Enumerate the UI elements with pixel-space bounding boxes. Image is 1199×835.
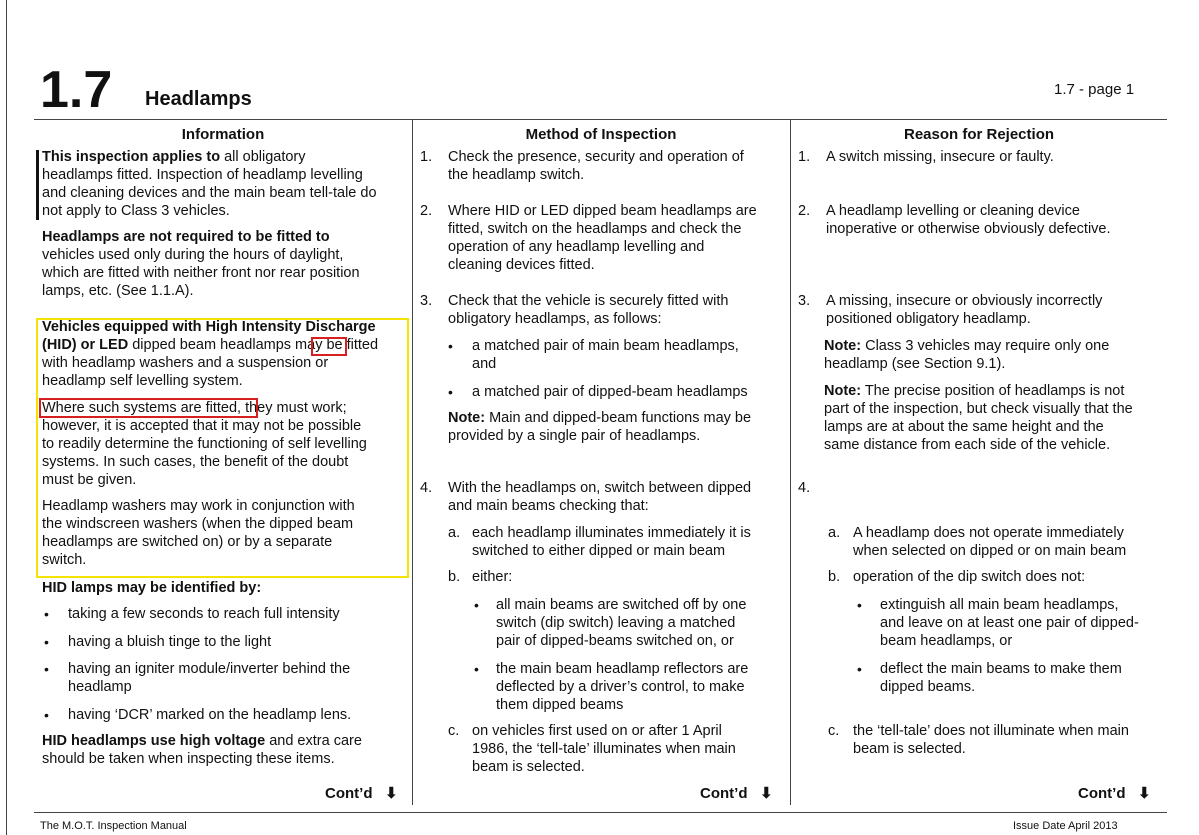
reason-note-2-line-1: Note: The precise position of headlamps is not	[824, 383, 1125, 399]
bullet-icon: •	[44, 634, 49, 650]
method-3-bullet-1-line-2: and	[472, 356, 497, 372]
reason-3-line-1: A missing, insecure or obviously incorrectly	[826, 293, 1103, 309]
arrow-down-icon: ⬇	[385, 785, 398, 802]
method-1-line-2: the headlamp switch.	[448, 167, 585, 183]
red-highlight-may	[311, 337, 347, 356]
method-number-1: 1.	[420, 149, 433, 165]
arrow-down-icon: ⬇	[760, 785, 773, 802]
header-divider	[34, 119, 1167, 120]
info-paragraph-4-line-2: however, it is accepted that it may not be possible	[42, 418, 362, 434]
reason-note-1-line-1: Note: Class 3 vehicles may require only one	[824, 338, 1110, 354]
info-paragraph-5-line-2: the windscreen washers (when the dipped beam	[42, 516, 354, 532]
method-2-line-1: Where HID or LED dipped beam headlamps are	[448, 203, 757, 219]
info-paragraph-7-line-1: HID headlamps use high voltage and extra care	[42, 733, 362, 749]
info-paragraph-7-line-2: should be taken when inspecting these items.	[42, 751, 335, 767]
method-note-line-1: Note: Main and dipped-beam functions may be	[448, 410, 752, 426]
info-paragraph-5-line-4: switch.	[42, 552, 87, 568]
footer-issue-date: Issue Date April 2013	[1013, 820, 1118, 832]
reason-number-1: 1.	[798, 149, 811, 165]
method-4-line-2: and main beams checking that:	[448, 498, 649, 514]
contd-reason: Cont’d ⬇	[1078, 785, 1151, 802]
reason-1: A switch missing, insecure or faulty.	[826, 149, 1054, 165]
method-4b-bullet-2-line-3: them dipped beams	[496, 697, 624, 713]
method-4a-line-2: switched to either dipped or main beam	[472, 543, 726, 559]
info-paragraph-2-heading: Headlamps are not required to be fitted to	[42, 229, 330, 245]
method-number-3: 3.	[420, 293, 433, 309]
footer-manual-title: The M.O.T. Inspection Manual	[40, 820, 187, 832]
info-paragraph-4-line-4: systems. In such cases, the benefit of the doubt	[42, 454, 349, 470]
method-4c-label: c.	[448, 723, 460, 739]
reason-number-3: 3.	[798, 293, 811, 309]
reason-note-2-line-2: part of the inspection, but check visually that the	[824, 401, 1133, 417]
bullet-icon: •	[448, 384, 453, 400]
bullet-icon: •	[44, 661, 49, 677]
bullet-icon: •	[474, 661, 479, 677]
method-1-line-1: Check the presence, security and operation of	[448, 149, 744, 165]
info-paragraph-4-line-1: Where such systems are fitted, they must work;	[42, 400, 347, 416]
change-bar	[36, 150, 39, 220]
method-3-line-2: obligatory headlamps, as follows:	[448, 311, 662, 327]
arrow-down-icon: ⬇	[1138, 785, 1151, 802]
method-4b-bullet-2-line-2: deflected by a driver’s control, to make	[496, 679, 745, 695]
method-3-line-1: Check that the vehicle is securely fitted with	[448, 293, 729, 309]
column-header-reason: Reason for Rejection	[903, 126, 1055, 143]
reason-4a-line-2: when selected on dipped or on main beam	[853, 543, 1127, 559]
reason-4b-bullet-2-line-2: dipped beams.	[880, 679, 976, 695]
info-bullet-3-line-2: headlamp	[68, 679, 132, 695]
reason-2-line-1: A headlamp levelling or cleaning device	[826, 203, 1080, 219]
footer-divider	[34, 812, 1167, 813]
column-divider-1	[412, 119, 413, 805]
method-4b-label: b.	[448, 569, 461, 585]
info-bullet-3-line-1: having an igniter module/inverter behind the	[68, 661, 351, 677]
bullet-icon: •	[474, 597, 479, 613]
column-header-information: Information	[181, 126, 265, 143]
info-bullet-2: having a bluish tinge to the light	[68, 634, 272, 650]
info-bullet-1: taking a few seconds to reach full intensity	[68, 606, 340, 622]
column-divider-2	[790, 119, 791, 805]
reason-4b-bullet-1-line-1: extinguish all main beam headlamps,	[880, 597, 1119, 613]
contd-method: Cont’d ⬇	[700, 785, 773, 802]
reason-4b-bullet-1-line-3: beam headlamps, or	[880, 633, 1013, 649]
info-paragraph-4-line-5: must be given.	[42, 472, 137, 488]
method-4c-line-3: beam is selected.	[472, 759, 585, 775]
reason-note-1-line-2: headlamp (see Section 9.1).	[824, 356, 1006, 372]
method-4b-bullet-1-line-1: all main beams are switched off by one	[496, 597, 747, 613]
method-2-line-3: operation of any headlamp levelling and	[448, 239, 705, 255]
method-4c-line-2: 1986, the ‘tell-tale’ illuminates when main	[472, 741, 736, 757]
section-number: 1.7	[40, 61, 113, 119]
reason-2-line-2: inoperative or otherwise obviously defective.	[826, 221, 1111, 237]
method-3-bullet-2: a matched pair of dipped-beam headlamps	[472, 384, 748, 400]
reason-4b-bullet-1-line-2: and leave on at least one pair of dipped-	[880, 615, 1139, 631]
info-paragraph-3-line-3: with headlamp washers and a suspension or	[42, 355, 329, 371]
reason-4b-line: operation of the dip switch does not:	[853, 569, 1086, 585]
reason-4c-line-2: beam is selected.	[853, 741, 966, 757]
info-paragraph-5-line-3: headlamps are switched on) or by a separate	[42, 534, 333, 550]
bullet-icon: •	[857, 661, 862, 677]
reason-4a-label: a.	[828, 525, 841, 541]
method-number-4: 4.	[420, 480, 433, 496]
page-label: 1.7 - page 1	[1054, 81, 1135, 98]
info-bullet-4: having ‘DCR’ marked on the headlamp lens.	[68, 707, 352, 723]
method-2-line-2: fitted, switch on the headlamps and check the	[448, 221, 742, 237]
page-left-border	[6, 0, 7, 835]
info-paragraph-2-line-2: vehicles used only during the hours of daylight,	[42, 247, 344, 263]
info-paragraph-4-line-3: to readily determine the functioning of self levelling	[42, 436, 367, 452]
method-4b-line: either:	[472, 569, 513, 585]
info-paragraph-5-line-1: Headlamp washers may work in conjunction with	[42, 498, 355, 514]
bullet-icon: •	[448, 338, 453, 354]
reason-4b-bullet-2-line-1: deflect the main beams to make them	[880, 661, 1122, 677]
bullet-icon: •	[44, 707, 49, 723]
method-note-line-2: provided by a single pair of headlamps.	[448, 428, 701, 444]
info-paragraph-1-line-2: headlamps fitted. Inspection of headlamp levelling	[42, 167, 363, 183]
section-title: Headlamps	[145, 88, 252, 110]
reason-4a-line-1: A headlamp does not operate immediately	[853, 525, 1124, 541]
method-4-line-1: With the headlamps on, switch between dipped	[448, 480, 752, 496]
info-paragraph-3-heading: Vehicles equipped with High Intensity Discharge	[42, 319, 376, 335]
info-paragraph-1-line-1: This inspection applies to all obligatory	[42, 149, 306, 165]
method-4a-line-1: each headlamp illuminates immediately it is	[472, 525, 751, 541]
reason-number-4: 4.	[798, 480, 811, 496]
method-4b-bullet-2-line-1: the main beam headlamp reflectors are	[496, 661, 749, 677]
method-4b-bullet-1-line-2: switch (dip switch) leaving a matched	[496, 615, 736, 631]
info-paragraph-2-line-3: which are fitted with neither front nor rear position	[42, 265, 360, 281]
method-4a-label: a.	[448, 525, 461, 541]
contd-info: Cont’d ⬇	[325, 785, 398, 802]
reason-4c-label: c.	[828, 723, 840, 739]
method-2-line-4: cleaning devices fitted.	[448, 257, 595, 273]
reason-number-2: 2.	[798, 203, 811, 219]
bullet-icon: •	[44, 606, 49, 622]
method-4c-line-1: on vehicles first used on or after 1 April	[472, 723, 722, 739]
reason-4b-label: b.	[828, 569, 841, 585]
reason-3-line-2: positioned obligatory headlamp.	[826, 311, 1031, 327]
reason-note-2-line-3: lamps are at about the same height and the	[824, 419, 1104, 435]
info-paragraph-1-line-4: not apply to Class 3 vehicles.	[42, 203, 230, 219]
info-paragraph-3-line-4: headlamp self levelling system.	[42, 373, 243, 389]
info-paragraph-3-line-2: (HID) or LED dipped beam headlamps may be fitted	[42, 337, 379, 353]
info-paragraph-2-line-4: lamps, etc. (See 1.1.A).	[42, 283, 194, 299]
bullet-icon: •	[857, 597, 862, 613]
info-hid-heading: HID lamps may be identified by:	[42, 580, 262, 596]
info-paragraph-1-line-3: and cleaning devices and the main beam tell-tale do	[42, 185, 377, 201]
column-header-method: Method of Inspection	[525, 126, 677, 143]
method-number-2: 2.	[420, 203, 433, 219]
reason-note-2-line-4: same distance from each side of the vehicle.	[824, 437, 1111, 453]
method-4b-bullet-1-line-3: pair of dipped-beams switched on, or	[496, 633, 734, 649]
method-3-bullet-1-line-1: a matched pair of main beam headlamps,	[472, 338, 739, 354]
red-highlight-systems-fitted	[39, 398, 258, 418]
reason-4c-line-1: the ‘tell-tale’ does not illuminate when main	[853, 723, 1129, 739]
